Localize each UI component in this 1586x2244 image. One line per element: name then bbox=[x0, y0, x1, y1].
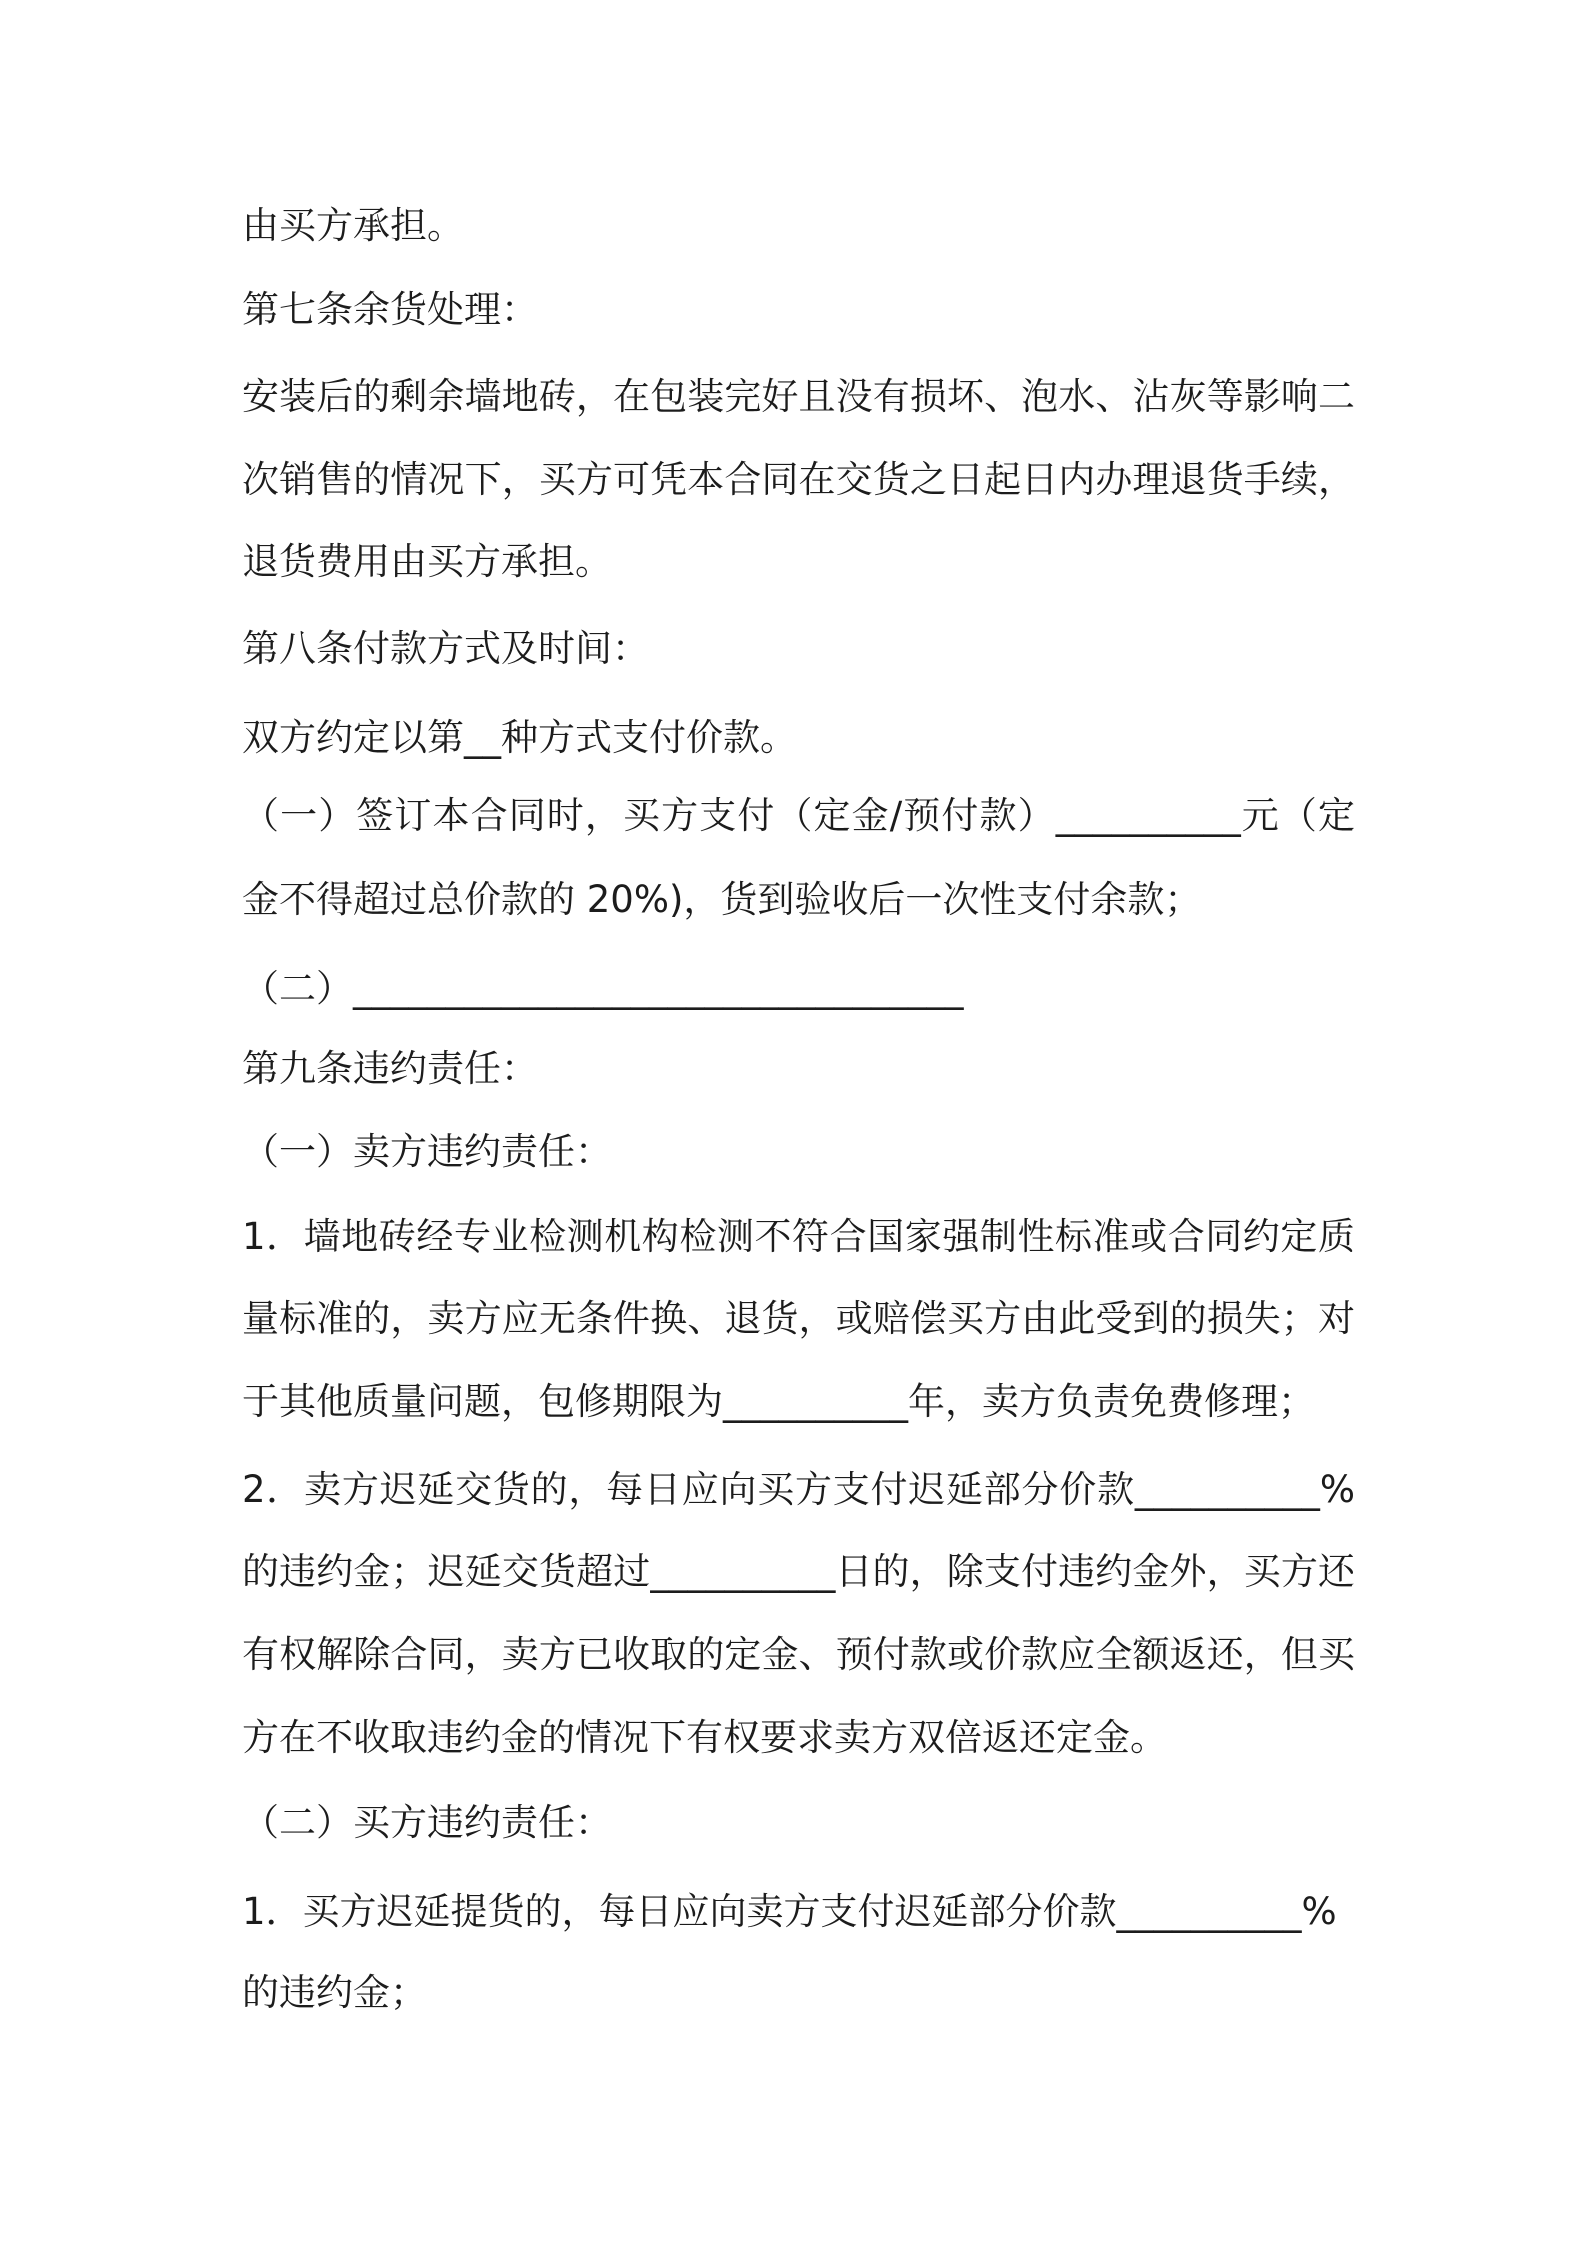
clause-text-line: 由买方承担。 bbox=[242, 204, 464, 247]
clause-text-line: 的违约金； bbox=[242, 1971, 427, 2014]
clause-text-line: 2．卖方迟延交货的，每日应向买方支付迟延部分价款__________% bbox=[242, 1468, 1355, 1511]
clause-heading-9: 第九条违约责任： bbox=[242, 1047, 538, 1090]
clause-text-line: 双方约定以第__种方式支付价款。 bbox=[242, 716, 797, 759]
clause-text-line: 于其他质量问题，包修期限为__________年，卖方负责免费修理； bbox=[242, 1380, 1315, 1423]
clause-text-line: 的违约金；迟延交货超过__________日的，除支付违约金外，买方还 bbox=[242, 1550, 1355, 1593]
clause-text-line: 有权解除合同，卖方已收取的定金、预付款或价款应全额返还，但买 bbox=[242, 1633, 1355, 1676]
subsection-heading-buyer: （二）买方违约责任： bbox=[242, 1801, 612, 1844]
payment-option-2-line: （二）_________________________________ bbox=[242, 967, 964, 1010]
clause-heading-7: 第七条余货处理： bbox=[242, 288, 538, 331]
clause-text-line: 金不得超过总价款的 20%)，货到验收后一次性支付余款； bbox=[242, 878, 1202, 921]
clause-text-line: 次销售的情况下，买方可凭本合同在交货之日起日内办理退货手续， bbox=[242, 458, 1355, 501]
clause-text-line: 安装后的剩余墙地砖，在包装完好且没有损坏、泡水、沾灰等影响二 bbox=[242, 375, 1355, 418]
clause-text-line: 方在不收取违约金的情况下有权要求卖方双倍返还定金。 bbox=[242, 1716, 1167, 1759]
clause-text-line: 1．买方迟延提货的，每日应向卖方支付迟延部分价款__________% bbox=[242, 1890, 1337, 1933]
payment-option-1-line: （一）签订本合同时，买方支付（定金/预付款）__________元（定 bbox=[242, 794, 1355, 837]
clause-text-line: 1．墙地砖经专业检测机构检测不符合国家强制性标准或合同约定质 bbox=[242, 1215, 1355, 1258]
subsection-heading-seller: （一）卖方违约责任： bbox=[242, 1130, 612, 1173]
clause-heading-8: 第八条付款方式及时间： bbox=[242, 627, 649, 670]
clause-text-line: 退货费用由买方承担。 bbox=[242, 540, 612, 583]
clause-text-line: 量标准的，卖方应无条件换、退货，或赔偿买方由此受到的损失；对 bbox=[242, 1297, 1355, 1340]
